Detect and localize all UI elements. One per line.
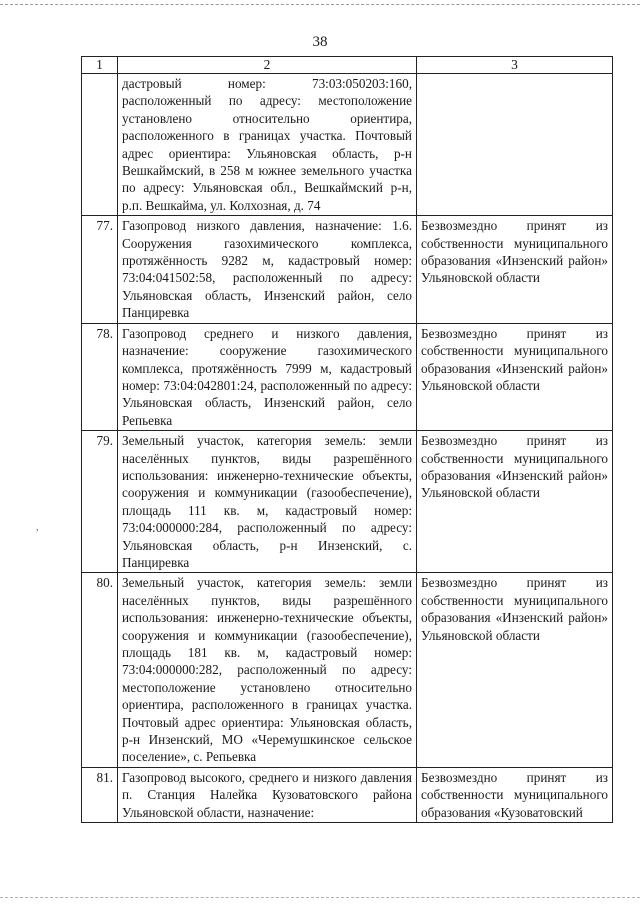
scan-bottom-edge	[0, 897, 640, 900]
scan-mark: ,	[36, 522, 39, 533]
row-number: 81.	[82, 767, 118, 822]
row-note: Безвозмездно принят из собственности муниципального образования «Кузоватовский	[417, 767, 613, 822]
row-number: 79.	[82, 431, 118, 573]
property-table	[81, 56, 613, 823]
table-row	[82, 323, 613, 430]
row-description: Земельный участок, категория земель: земли населённых пунктов, виды разрешённого использования: инженерно-технические объекты, сооружения и коммуникации (газообеспечение), площадь 181 кв. м, кадастровый номер: 73:04:000000:282, расположенный по адресу: местоположение установлено относительно ориентира, расположенного в границах участка. Почтовый адрес ориентира: Ульяновская область, р-н Инзенский, МО «Черемушкинское сельское поселение», с. Репьевка	[118, 573, 417, 767]
table-row	[82, 767, 613, 822]
row-description: Газопровод низкого давления, назначение: 1.6. Сооружения газохимического комплекса, протяжённость 9282 м, кадастровый номер: 73:04:041502:58, расположенный по адресу: Ульяновская область, Инзенский район, село Панциревка	[118, 216, 417, 323]
row-description: дастровый номер: 73:03:050203:160, расположенный по адресу: местоположение установлено относительно ориентира, расположенного в границах участка. Почтовый адрес ориентира: Ульяновская область, р-н Вешкаймский, в 258 м южнее земельного участка по адресу: Ульяновская обл., Вешкаймский р-н, р.п. Вешкайма, ул. Колхозная, д. 74	[118, 74, 417, 216]
table-row	[82, 74, 613, 216]
row-number: 80.	[82, 573, 118, 767]
column-header-note: 3	[417, 57, 613, 74]
page-number: 38	[312, 34, 328, 50]
row-note: Безвозмездно принят из собственности муниципального образования «Инзенский район» Ульяновской области	[417, 431, 613, 573]
row-note: Безвозмездно принят из собственности муниципального образования «Инзенский район» Ульяновской области	[417, 573, 613, 767]
column-header-number: 1	[82, 57, 118, 74]
row-number: 77.	[82, 216, 118, 323]
row-description: Газопровод высокого, среднего и низкого давления п. Станция Налейка Кузоватовского района Ульяновской области, назначение:	[118, 767, 417, 822]
row-note: Безвозмездно принят из собственности муниципального образования «Инзенский район» Ульяновской области	[417, 323, 613, 430]
table-row	[82, 573, 613, 767]
row-description: Земельный участок, категория земель: земли населённых пунктов, виды разрешённого использования: инженерно-технические объекты, сооружения и коммуникации (газообеспечение), площадь 111 кв. м, кадастровый номер: 73:04:000000:284, расположенный по адресу: Ульяновская область, р-н Инзенский, с. Панциревка	[118, 431, 417, 573]
row-note: Безвозмездно принят из собственности муниципального образования «Инзенский район» Ульяновской области	[417, 216, 613, 323]
column-header-description: 2	[118, 57, 417, 74]
row-number: 78.	[82, 323, 118, 430]
row-description: Газопровод среднего и низкого давления, назначение: сооружение газохимического комплекса, протяжённость 7999 м, кадастровый номер: 73:04:042801:24, расположенный по адресу: Ульяновская область, Инзенский район, село Репьевка	[118, 323, 417, 430]
row-note	[417, 74, 613, 216]
row-number	[82, 74, 118, 216]
table-header-row	[82, 57, 613, 74]
table-row	[82, 216, 613, 323]
scan-top-edge	[0, 4, 640, 7]
table-row	[82, 431, 613, 573]
